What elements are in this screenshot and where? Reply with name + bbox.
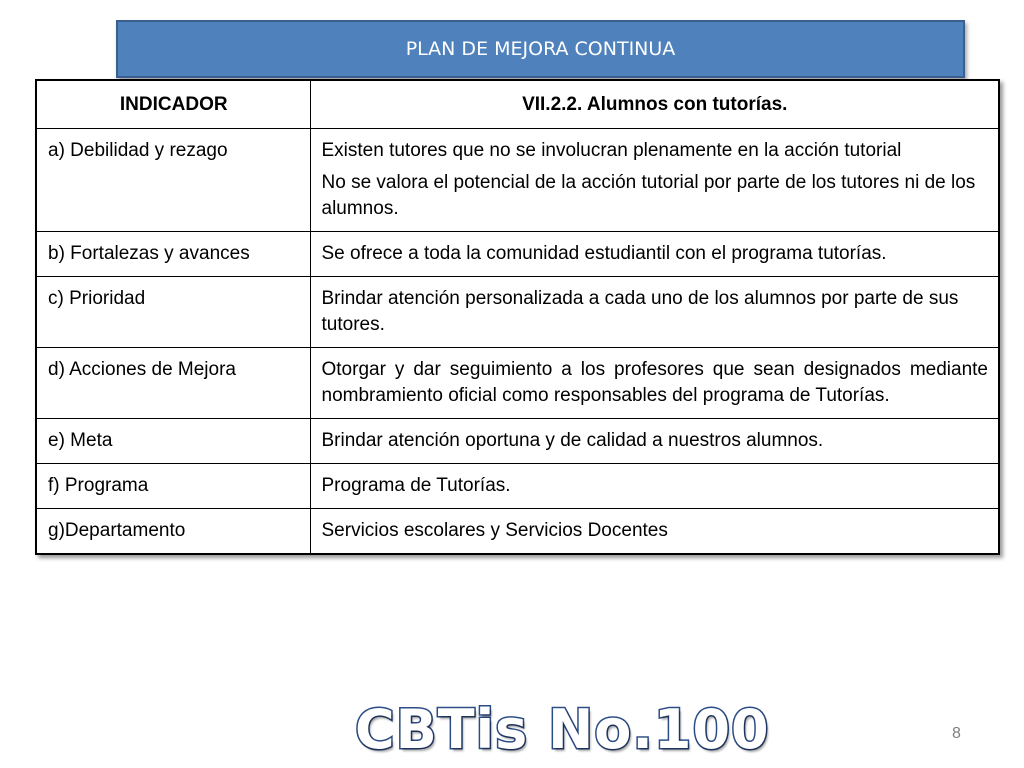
row-value-text: Brindar atención oportuna y de calidad a nuestros alumnos. [321, 430, 824, 451]
row-value [310, 464, 999, 509]
row-value [310, 277, 999, 348]
table-row [36, 509, 999, 555]
row-value [310, 509, 999, 555]
row-value [310, 348, 999, 419]
row-value-text: Se ofrece a toda la comunidad estudiantil con el programa tutorías. [321, 243, 887, 264]
row-label: f) Programa [36, 464, 310, 509]
row-value [310, 232, 999, 277]
table-row [36, 464, 999, 509]
row-value [310, 129, 999, 232]
table-header-row [36, 80, 999, 129]
row-value-text: Brindar atención personalizada a cada uno de los alumnos por parte de sus tutores. [321, 288, 959, 335]
row-label: a) Debilidad y rezago [36, 129, 310, 232]
table-row [36, 129, 999, 232]
row-value [310, 419, 999, 464]
row-value-text: Servicios escolares y Servicios Docentes [321, 520, 668, 541]
row-label: c) Prioridad [36, 277, 310, 348]
row-value-text: Otorgar y dar seguimiento a los profesores que sean designados mediante nombramiento oficial como responsables del programa de Tutorías. [321, 359, 988, 406]
table-row [36, 419, 999, 464]
row-value-text: No se valora el potencial de la acción tutorial por parte de los tutores ni de los alumnos. [321, 172, 976, 219]
header-indicator: INDICADOR [36, 80, 310, 129]
row-label: e) Meta [36, 419, 310, 464]
slide-title: PLAN DE MEJORA CONTINUA [116, 20, 965, 78]
school-logo-text: CBTis No.100 [355, 698, 770, 761]
improvement-plan-table [35, 79, 1000, 555]
row-label: d) Acciones de Mejora [36, 348, 310, 419]
row-value-text: Programa de Tutorías. [321, 475, 511, 496]
row-value-text: Existen tutores que no se involucran plenamente en la acción tutorial [321, 140, 902, 161]
table-row [36, 277, 999, 348]
row-label: g)Departamento [36, 509, 310, 555]
header-indicator-name: VII.2.2. Alumnos con tutorías. [310, 80, 999, 129]
page-number: 8 [952, 725, 961, 742]
row-label: b) Fortalezas y avances [36, 232, 310, 277]
table-row [36, 348, 999, 419]
table-row [36, 232, 999, 277]
